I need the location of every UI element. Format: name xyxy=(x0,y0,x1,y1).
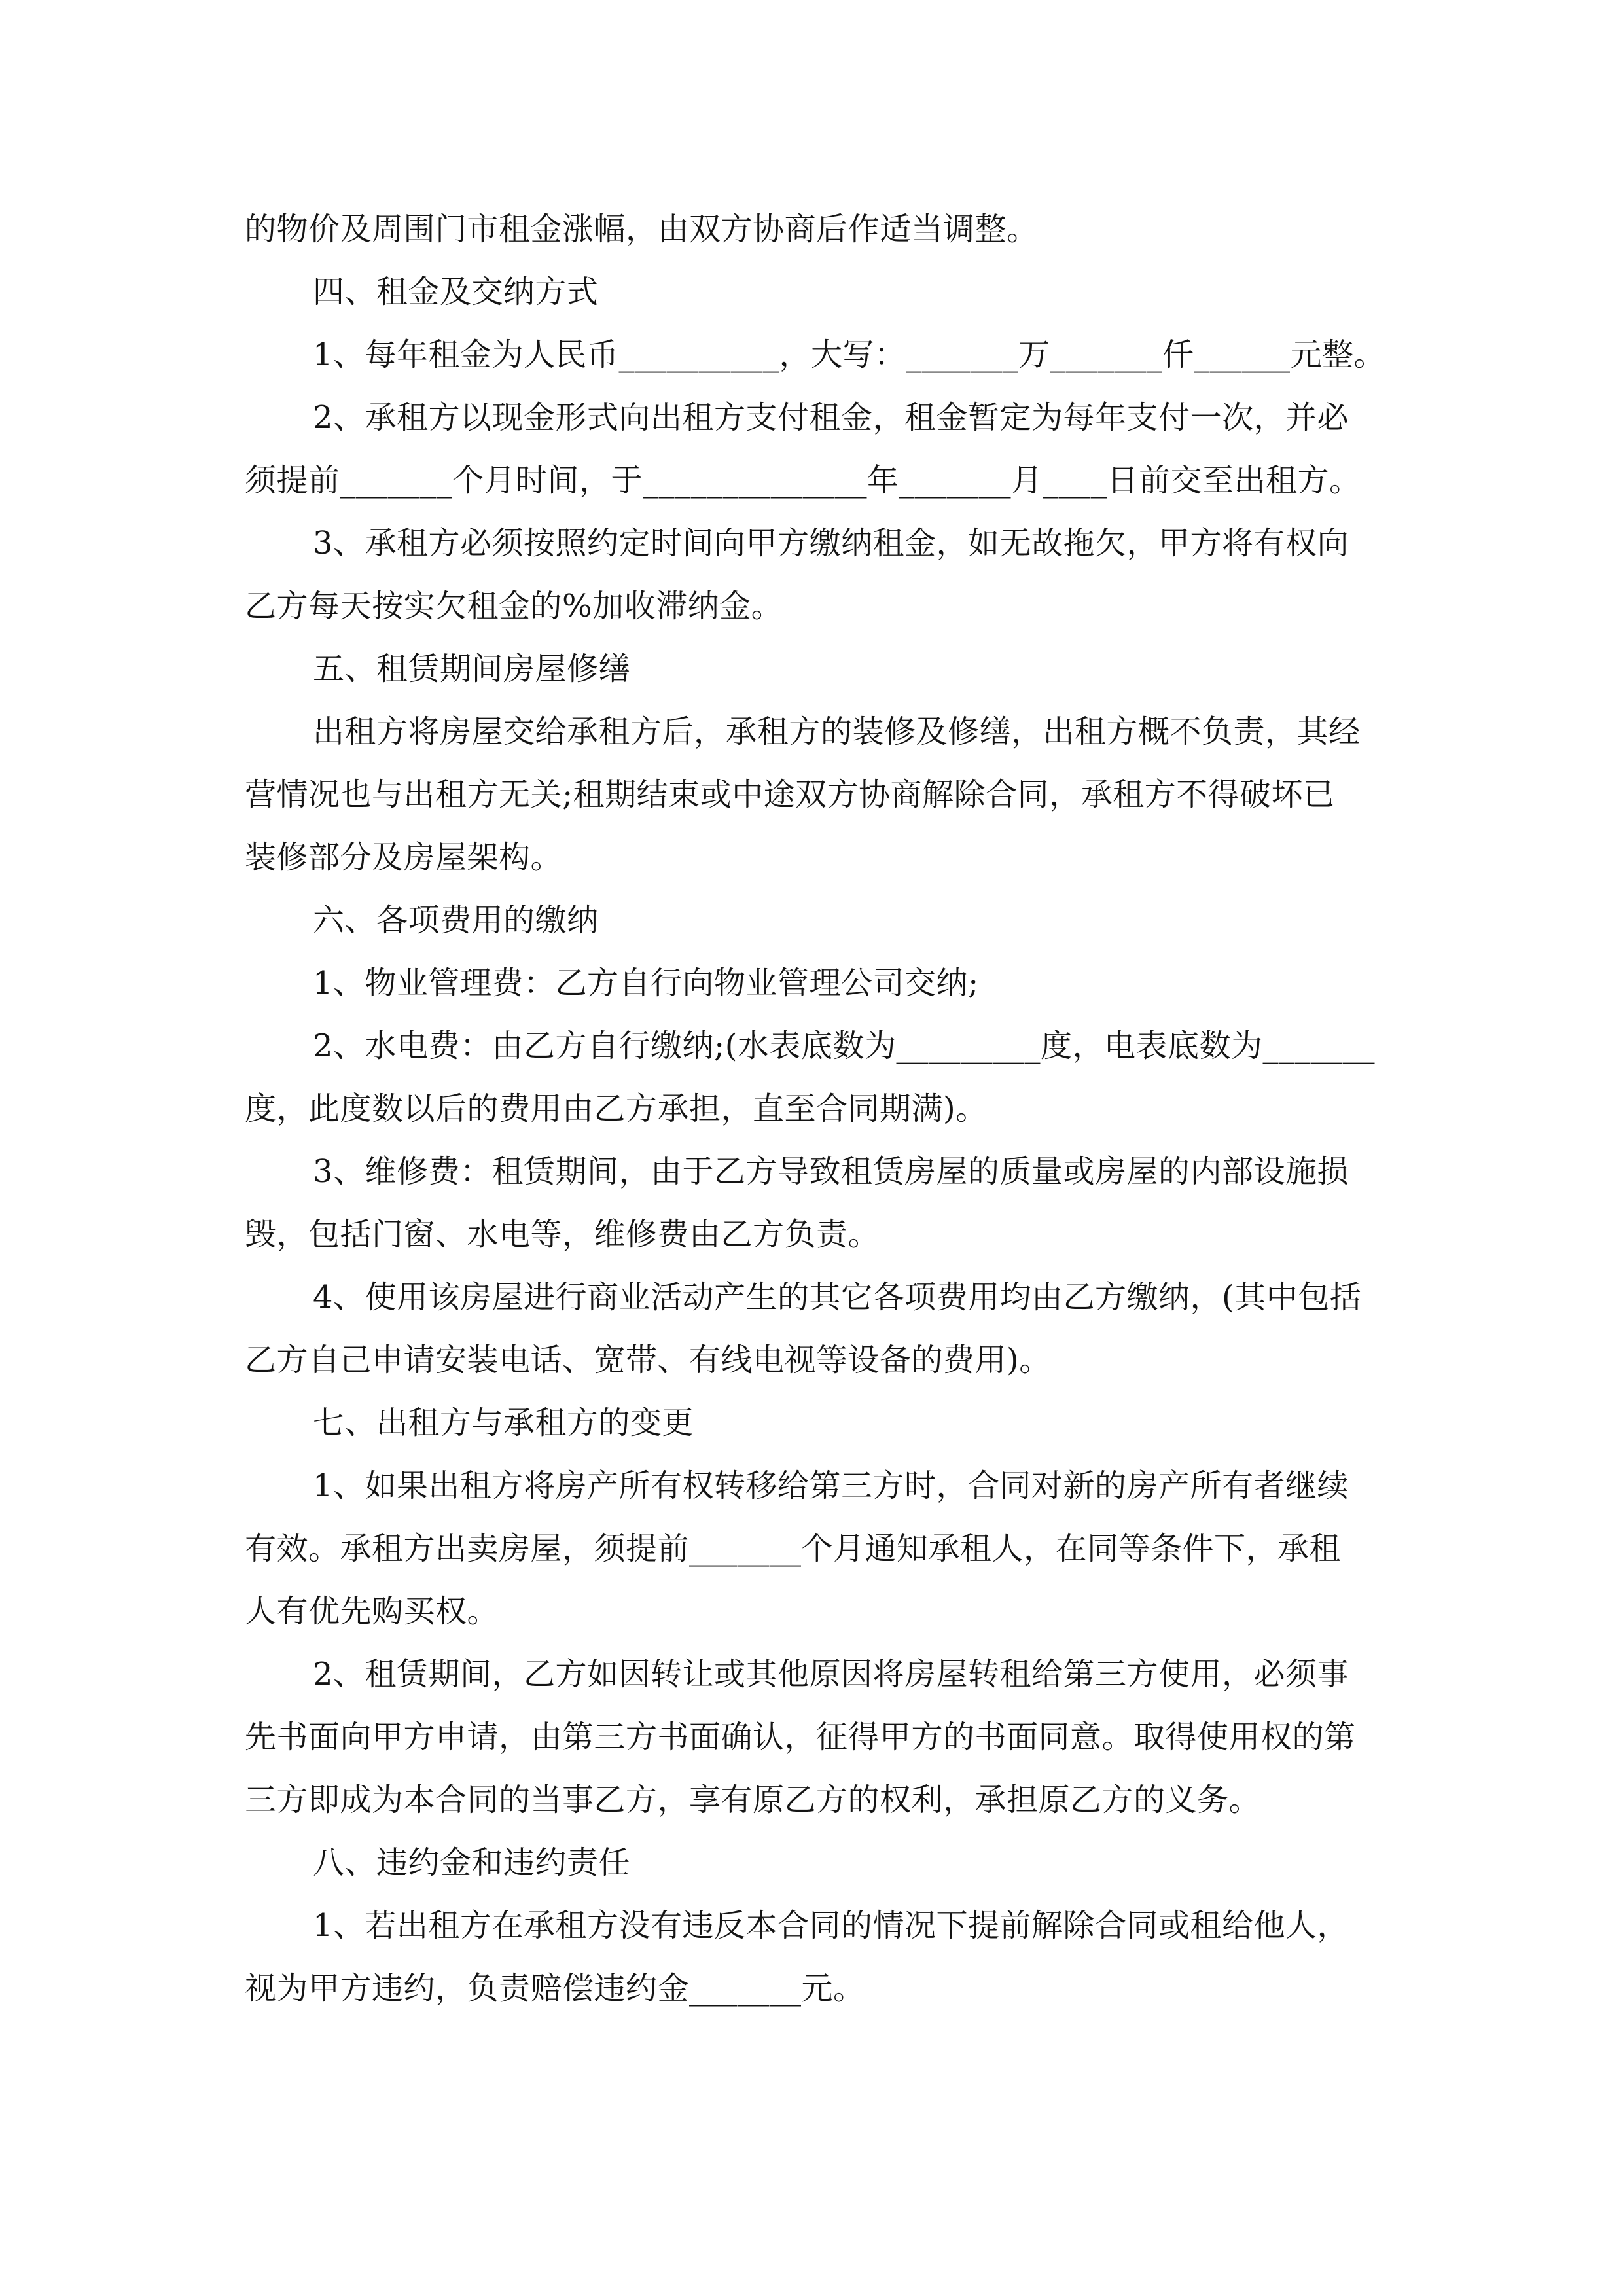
text-line: 三方即成为本合同的当事乙方，享有原乙方的权利，承担原乙方的义务。 xyxy=(245,1782,1261,1818)
section-heading: 八、违约金和违约责任 xyxy=(313,1844,631,1881)
text-line: 有效。承租方出卖房屋，须提前_______个月通知承租人，在同等条件下，承租 xyxy=(245,1530,1342,1567)
text-line: 1、如果出租方将房产所有权转移给第三方时，合同对新的房产所有者继续 xyxy=(313,1467,1349,1504)
section-heading: 六、各项费用的缴纳 xyxy=(313,902,599,939)
text-line: 毁，包括门窗、水电等，维修费由乙方负责。 xyxy=(245,1216,880,1253)
text-line: 2、租赁期间，乙方如因转让或其他原因将房屋转租给第三方使用，必须事 xyxy=(313,1656,1349,1693)
section-heading: 七、出租方与承租方的变更 xyxy=(313,1405,694,1441)
text-line: 度，此度数以后的费用由乙方承担，直至合同期满)。 xyxy=(245,1090,988,1127)
text-line: 的物价及周围门市租金涨幅，由双方协商后作适当调整。 xyxy=(245,211,1039,247)
text-line: 1、物业管理费：乙方自行向物业管理公司交纳; xyxy=(313,965,979,1001)
text-line: 先书面向甲方申请，由第三方书面确认，征得甲方的书面同意。取得使用权的第 xyxy=(245,1719,1356,1755)
text-line: 4、使用该房屋进行商业活动产生的其它各项费用均由乙方缴纳，(其中包括 xyxy=(313,1279,1362,1316)
text-line: 2、承租方以现金形式向出租方支付租金，租金暂定为每年支付一次，并必 xyxy=(313,399,1349,436)
text-line: 1、若出租方在承租方没有违反本合同的情况下提前解除合同或租给他人， xyxy=(313,1907,1349,1944)
text-line: 乙方自己申请安装电话、宽带、有线电视等设备的费用)。 xyxy=(245,1342,1051,1378)
text-line: 人有优先购买权。 xyxy=(245,1593,499,1630)
section-heading: 四、租金及交纳方式 xyxy=(313,274,599,310)
text-line: 装修部分及房屋架构。 xyxy=(245,839,563,876)
text-line: 乙方每天按实欠租金的%加收滞纳金。 xyxy=(245,588,783,624)
text-line: 3、承租方必须按照约定时间向甲方缴纳租金，如无故拖欠，甲方将有权向 xyxy=(313,525,1349,562)
text-line: 须提前_______个月时间，于______________年_______月____日前交至出租方。 xyxy=(245,462,1361,499)
text-line: 3、维修费：租赁期间，由于乙方导致租赁房屋的质量或房屋的内部设施损 xyxy=(313,1153,1349,1190)
text-line: 1、每年租金为人民币__________，大写：_______万_______仟______元整。 xyxy=(313,336,1386,373)
text-line: 营情况也与出租方无关;租期结束或中途双方协商解除合同，承租方不得破坏已 xyxy=(245,776,1335,813)
text-line: 视为甲方违约，负责赔偿违约金_______元。 xyxy=(245,1970,865,2007)
text-line: 出租方将房屋交给承租方后，承租方的装修及修缮，出租方概不负责，其经 xyxy=(313,713,1361,750)
text-line: 2、水电费：由乙方自行缴纳;(水表底数为_________度，电表底数为_______ xyxy=(313,1028,1375,1064)
section-heading: 五、租赁期间房屋修缮 xyxy=(313,651,631,687)
